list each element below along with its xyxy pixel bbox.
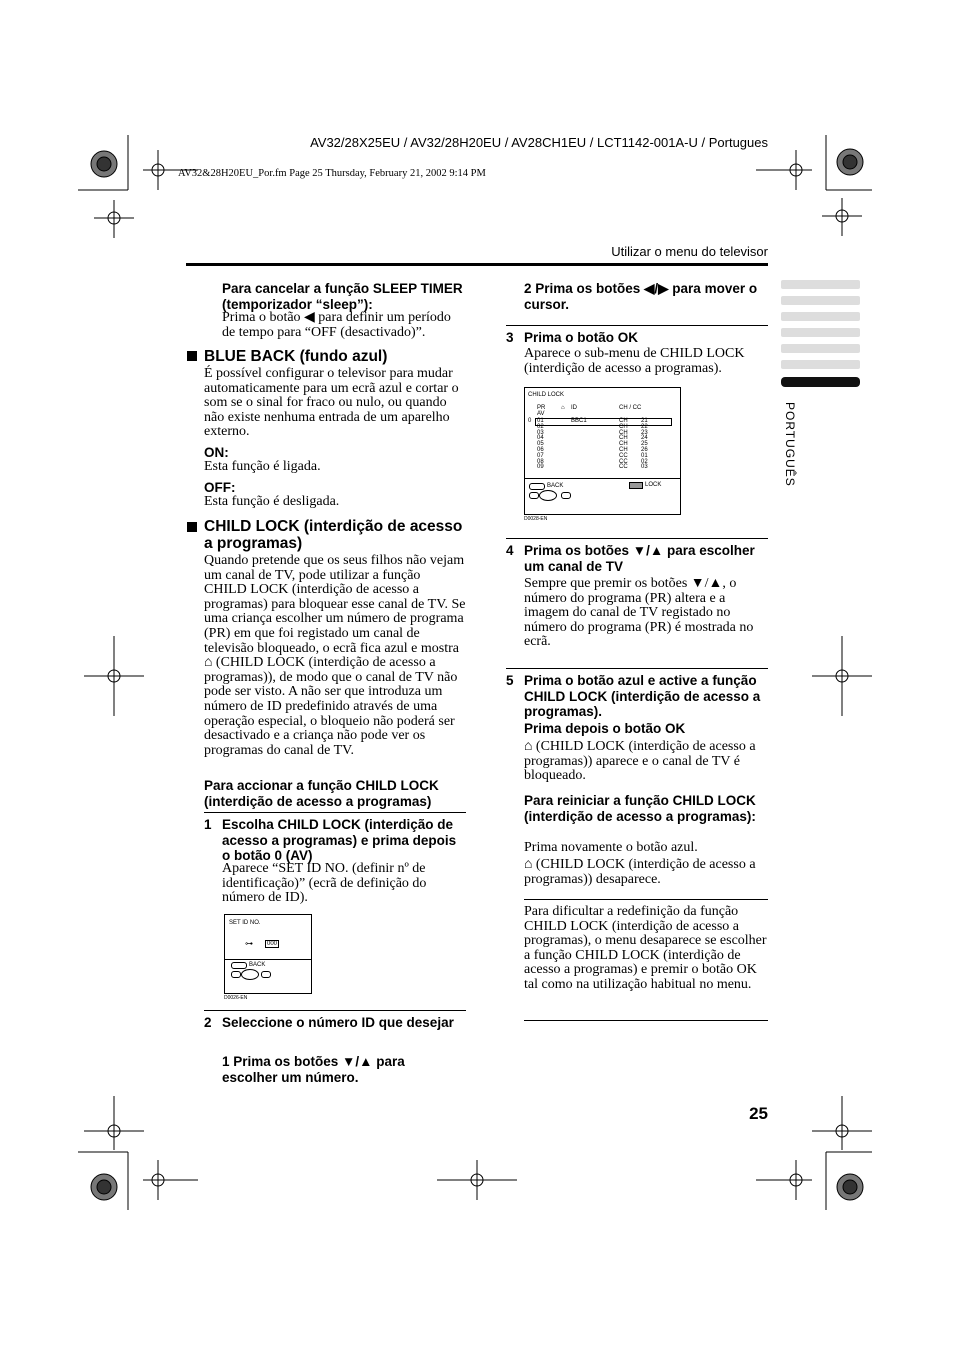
reset-text2: ⌂ (CHILD LOCK (interdição de acesso a programas)) desaparece. xyxy=(524,857,756,887)
child-lock-screen-title: CHILD LOCK xyxy=(528,392,565,398)
step5-title: Prima o botão azul e active a função CHILD LOCK (interdição de acesso a programas). xyxy=(524,673,761,719)
row-channel-number: 25 xyxy=(641,441,648,448)
side-tab xyxy=(781,360,860,369)
row-ch: CH xyxy=(619,423,628,430)
step2-sub2: 2 Prima os botões ◀/▶ para mover o cursor. xyxy=(524,281,758,312)
row-pr: 06 xyxy=(537,447,544,453)
child-lock-screen-code: D0028-EN xyxy=(524,516,548,522)
row-pr: 04 xyxy=(537,435,544,442)
col-id: ID xyxy=(571,405,577,411)
side-tab xyxy=(781,344,860,353)
step5-text: ⌂ (CHILD LOCK (interdição de acesso a programas)) aparece e o canal de TV é bloqueado. xyxy=(524,739,756,784)
off-label: OFF: xyxy=(204,480,236,495)
step1-title: Escolha CHILD LOCK (interdição de acesso a programas) e prima depois o botão 0 (AV) xyxy=(222,817,457,863)
col-ch: CH / CC xyxy=(619,405,642,411)
off-text: Esta função é desligada. xyxy=(204,494,340,509)
row-ch: CH xyxy=(619,429,628,436)
divider xyxy=(524,1020,768,1021)
row-cursor: 0 xyxy=(528,418,532,424)
child-lock-heading: CHILD LOCK (interdição de acesso a programas) xyxy=(204,518,463,552)
row-ch: CH xyxy=(619,447,628,453)
row-pr: 03 xyxy=(537,429,544,436)
set-id-screen xyxy=(224,914,312,994)
blue-button-icon xyxy=(629,482,643,489)
key-icon: ⊶ xyxy=(245,939,253,948)
row-ch: CH xyxy=(619,435,628,442)
row-pr: 09 xyxy=(537,464,544,471)
divider xyxy=(204,1010,466,1011)
step3-title: Prima o botão OK xyxy=(524,330,639,345)
step5-title2: Prima depois o botão OK xyxy=(524,721,686,736)
sleep-cancel-text: Prima o botão ◀ para definir um período de tempo para “OFF (desactivado)”. xyxy=(222,310,451,340)
step3-number: 3 xyxy=(506,330,514,345)
reset-title: Para reiniciar a função CHILD LOCK (interdição de acesso a programas): xyxy=(524,793,756,824)
on-label: ON: xyxy=(204,445,229,460)
step2-number: 2 xyxy=(204,1015,212,1030)
set-id-screen-title: SET ID NO. xyxy=(229,920,261,926)
note-text: Para dificultar a redefinição da função CHILD LOCK (interdição de acesso a programas), o menu desaparece se escolher a função CHILD LOCK (interdição de acesso a programas) e premir o botão OK tal como na utilização habitual no menu. xyxy=(524,904,767,992)
row-id: BBC1 xyxy=(571,418,587,424)
page-number: 25 xyxy=(749,1104,768,1123)
row-ch: CC xyxy=(619,464,628,471)
model-line: AV32/28X25EU / AV32/28H20EU / AV28CH1EU / LCT1142-001A-U / Portugues xyxy=(310,135,768,150)
row-ch: CC xyxy=(619,458,628,465)
side-tab xyxy=(781,296,860,305)
row-highlight xyxy=(535,418,672,426)
reset-text1: Prima novamente o botão azul. xyxy=(524,840,698,855)
step4-number: 4 xyxy=(506,543,514,558)
row-channel-number: 22 xyxy=(641,423,648,430)
row-channel-number: 01 xyxy=(641,452,648,459)
child-lock-screen xyxy=(524,387,681,515)
row-pr: 08 xyxy=(537,458,544,465)
set-id-screen-code: D0026-EN xyxy=(224,995,248,1001)
row-channel-number: 03 xyxy=(641,464,648,471)
menu-button-icon xyxy=(529,483,545,490)
ok-button-icon xyxy=(261,971,271,978)
child-lock-text: Quando pretende que os seus filhos não vejam um canal de TV, pode utilizar a função CHILD LOCK (interdição de acesso a programas) para bloquear esse canal de TV. Se uma criança escolher um número de programa (PR) em que foi registado um canal de televisão bloqueado, o ecrã fica azul e mostra ⌂ (CHILD LOCK (interdição de acesso a programas)), de modo que o canal de TV não pode ser visto. A não ser que introduza um número de ID predefinido através de uma operação especial, o bloqueio não poderá ser desactivado e a criança não pode ver os programas do canal de TV. xyxy=(204,553,466,758)
blue-back-text: É possível configurar o televisor para mudar automaticamente para um ecrã azul e cortar o som se o sinal for fraco ou nulo, ou quando não existe nenhuma entrada de um aparelho externo. xyxy=(204,366,459,440)
row-pr: 02 xyxy=(537,423,544,430)
bullet-square-icon xyxy=(187,522,197,532)
on-text: Esta função é ligada. xyxy=(204,459,321,474)
divider xyxy=(204,812,466,813)
step1-number: 1 xyxy=(204,817,212,832)
row-ch: CC xyxy=(619,452,628,459)
side-tab xyxy=(781,312,860,321)
nav-button-icon xyxy=(529,492,539,499)
side-tab xyxy=(781,328,860,337)
step4-text: Sempre que premir os botões ▼/▲, o número do programa (PR) altera e a imagem do canal de TV registado no número do programa (PR) é mostrada no ecrã. xyxy=(524,576,754,650)
side-tab-active xyxy=(781,377,860,387)
row-channel-number: 02 xyxy=(641,458,648,465)
divider xyxy=(506,325,768,326)
row-ch: CH xyxy=(619,441,628,448)
back-label: BACK xyxy=(249,962,266,968)
divider xyxy=(524,899,768,900)
row-channel-number: 26 xyxy=(641,447,648,453)
blue-back-heading: BLUE BACK (fundo azul) xyxy=(204,348,388,365)
step4-title: Prima os botões ▼/▲ para escolher um canal de TV xyxy=(524,543,755,574)
row-channel-number: 21 xyxy=(641,418,648,424)
ok-button-icon xyxy=(561,492,571,499)
file-stamp: AV32&28H20EU_Por.fm Page 25 Thursday, February 21, 2002 9:14 PM xyxy=(178,168,486,179)
set-id-value: 000 xyxy=(267,941,278,947)
row-pr: 07 xyxy=(537,452,544,459)
step2-sub1: 1 Prima os botões ▼/▲ para escolher um número. xyxy=(222,1054,405,1085)
dpad-icon xyxy=(539,490,557,501)
section-title: Utilizar o menu do televisor xyxy=(611,244,768,259)
lock-label: LOCK xyxy=(645,482,662,488)
side-tab-label: PORTUGUÊS xyxy=(783,402,797,487)
activate-title: Para accionar a função CHILD LOCK (interdição de acesso a programas) xyxy=(204,778,439,809)
sleep-cancel-title: Para cancelar a função SLEEP TIMER (temporizador “sleep”): xyxy=(222,281,463,312)
row-pr: 05 xyxy=(537,441,544,448)
divider xyxy=(506,538,768,539)
step2-title: Seleccione o número ID que desejar xyxy=(222,1015,454,1030)
step3-text: Aparece o sub-menu de CHILD LOCK (interdição de acesso a programas). xyxy=(524,346,745,376)
av-row: AV xyxy=(537,411,545,417)
step5-number: 5 xyxy=(506,673,514,688)
side-tab xyxy=(781,280,860,289)
row-channel-number: 23 xyxy=(641,429,648,436)
dpad-icon xyxy=(241,969,259,980)
back-label: BACK xyxy=(547,483,564,489)
row-ch: CH xyxy=(619,418,628,424)
nav-button-icon xyxy=(231,971,241,978)
step1-text: Aparece “SET ID NO. (definir nº de identificação)” (ecrã de definição do número de ID). xyxy=(222,861,427,906)
row-channel-number: 24 xyxy=(641,435,648,442)
lock-icon: ⌂ xyxy=(561,405,565,411)
menu-button-icon xyxy=(231,962,247,969)
bullet-square-icon xyxy=(187,351,197,361)
col-pr: PR xyxy=(537,405,546,411)
divider xyxy=(506,668,768,669)
row-pr: 01 xyxy=(537,418,544,424)
